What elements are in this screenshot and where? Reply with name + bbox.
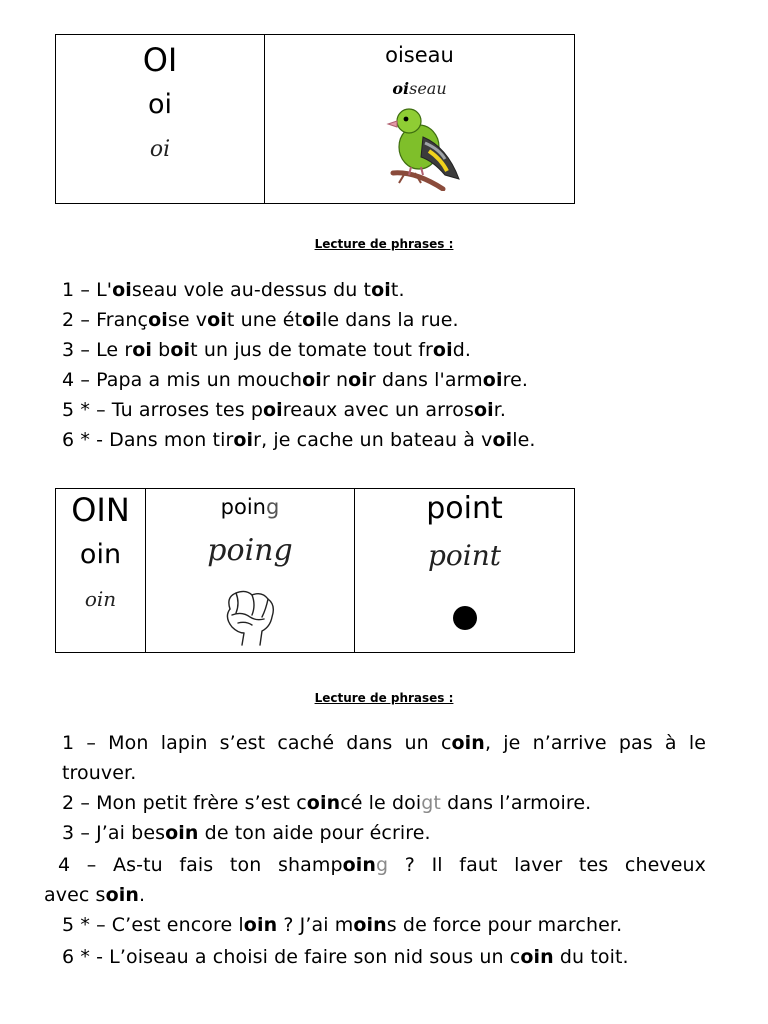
sentence-text: 1 – L' <box>62 279 113 301</box>
sound-highlight: oi <box>371 279 391 301</box>
poing-word-silent: g <box>265 495 280 519</box>
card-oi <box>55 34 575 204</box>
sentence-line <box>62 822 431 844</box>
sentence-text: 2 – Franç <box>62 309 149 331</box>
poing-word-main: poin <box>220 495 266 519</box>
sentence-text: le. <box>512 429 536 451</box>
card-oin-poing-cell <box>146 489 354 652</box>
sentence-text: r dans l'arm <box>367 369 483 391</box>
sentence-text: 4 – As-tu fais ton shamp <box>58 854 343 876</box>
sentence-text: re. <box>502 369 529 391</box>
sentence-line <box>62 792 591 814</box>
sentence-line <box>58 854 706 876</box>
sentence-text: r n <box>321 369 349 391</box>
oi-lowercase: oi <box>147 89 173 120</box>
sound-highlight: oin <box>165 822 199 844</box>
sentence-text: t une ét <box>226 309 303 331</box>
poing-word <box>146 495 354 519</box>
oin-lowercase: oin <box>79 539 122 570</box>
sentence-text: 3 – J’ai bes <box>62 822 166 844</box>
sound-highlight: oin <box>243 914 278 936</box>
sentence-text: b <box>152 339 171 361</box>
sound-highlight: oi <box>233 429 254 451</box>
oi-uppercase: OI <box>142 41 178 79</box>
oiseau-word: oiseau <box>385 43 454 67</box>
sentence-text: avec s <box>44 884 106 906</box>
card-oin-letters <box>56 489 145 652</box>
sentence-text: r, je cache un bateau à v <box>253 429 493 451</box>
sound-highlight: oi <box>348 369 368 391</box>
sound-highlight: oi <box>473 399 494 421</box>
card-oi-word-cell <box>265 35 574 203</box>
sound-highlight: oi <box>148 309 168 331</box>
sentence-line <box>62 309 459 331</box>
section1-heading: Lecture de phrases : <box>314 237 454 251</box>
sentence-text: d. <box>452 339 472 361</box>
sentence-text: , je n’arrive pas à le <box>484 732 706 754</box>
silent-letter: gt <box>421 792 441 814</box>
sound-highlight: oin <box>306 792 341 814</box>
bird-icon <box>385 107 465 191</box>
sentence-text: seau vole au-dessus du t <box>131 279 372 301</box>
sound-highlight: oi <box>112 279 132 301</box>
sound-highlight: oi <box>432 339 453 361</box>
sound-highlight: oi <box>302 369 322 391</box>
sentence-line <box>62 339 471 361</box>
sentence-text: . <box>138 884 146 906</box>
sentence-line <box>62 399 506 421</box>
sentence-text: dans l’armoire. <box>440 792 592 814</box>
sentence-line <box>62 369 528 391</box>
sentence-text: de ton aide pour écrire. <box>198 822 431 844</box>
point-word: point <box>426 491 503 526</box>
sound-highlight: oi <box>263 399 283 421</box>
sound-highlight: oin <box>520 946 554 968</box>
silent-letter: g <box>376 854 389 876</box>
sentence-text: ? Il faut laver tes cheveux <box>388 854 706 876</box>
card-oi-letters <box>56 35 264 203</box>
sentence-line <box>62 914 622 936</box>
sentence-text: 3 – Le r <box>62 339 133 361</box>
sentence-text: 1 – Mon lapin s’est caché dans un c <box>62 732 452 754</box>
card-oin-point-cell <box>355 489 574 652</box>
oiseau-cursive-bold: oi <box>392 79 410 98</box>
sentence-text: s de force pour marcher. <box>386 914 623 936</box>
sentence-text: 4 – Papa a mis un mouch <box>62 369 303 391</box>
sentence-line <box>44 884 145 906</box>
sentence-text: ? J’ai m <box>277 914 354 936</box>
sentence-text: se v <box>167 309 208 331</box>
sound-highlight: oi <box>492 429 513 451</box>
sentence-text: 6 * - Dans mon tir <box>62 429 234 451</box>
card-oin <box>55 488 575 653</box>
poing-cursive: poing <box>207 533 293 568</box>
sentence-text: reaux avec un arros <box>282 399 474 421</box>
sentence-line <box>62 946 629 968</box>
sound-highlight: oi <box>132 339 153 361</box>
oi-cursive: oi <box>149 137 171 162</box>
sentence-text: 6 * - L’oiseau a choisi de faire son nid sous un c <box>62 946 521 968</box>
sound-highlight: oi <box>482 369 503 391</box>
sentence-text: 5 * – Tu arroses tes p <box>62 399 264 421</box>
fist-icon <box>216 583 282 647</box>
sentence-text: t. <box>390 279 405 301</box>
section2-heading: Lecture de phrases : <box>314 691 454 705</box>
oiseau-cursive-rest: seau <box>409 79 447 98</box>
sound-highlight: oin <box>342 854 377 876</box>
dot-icon <box>453 606 477 630</box>
sentence-line <box>62 279 405 301</box>
sentence-text: r. <box>493 399 507 421</box>
sentence-line <box>62 732 706 754</box>
sentence-text: trouver. <box>62 762 137 784</box>
point-cursive: point <box>427 539 502 572</box>
oiseau-cursive <box>265 79 574 98</box>
sentence-text: 2 – Mon petit frère s’est c <box>62 792 307 814</box>
sentence-text: le dans la rue. <box>321 309 459 331</box>
sound-highlight: oin <box>105 884 139 906</box>
sound-highlight: oi <box>302 309 322 331</box>
sentence-text: du toit. <box>553 946 629 968</box>
oin-uppercase: OIN <box>71 491 130 529</box>
sentence-text: t un jus de tomate tout fr <box>190 339 433 361</box>
oin-cursive: oin <box>84 587 117 611</box>
sentence-line <box>62 429 536 451</box>
sentence-text: cé le doi <box>340 792 422 814</box>
sentence-text: 5 * – C’est encore l <box>62 914 244 936</box>
sound-highlight: oin <box>451 732 485 754</box>
sentence-line <box>62 762 136 784</box>
sound-highlight: oi <box>170 339 191 361</box>
sound-highlight: oi <box>207 309 227 331</box>
sound-highlight: oin <box>353 914 387 936</box>
